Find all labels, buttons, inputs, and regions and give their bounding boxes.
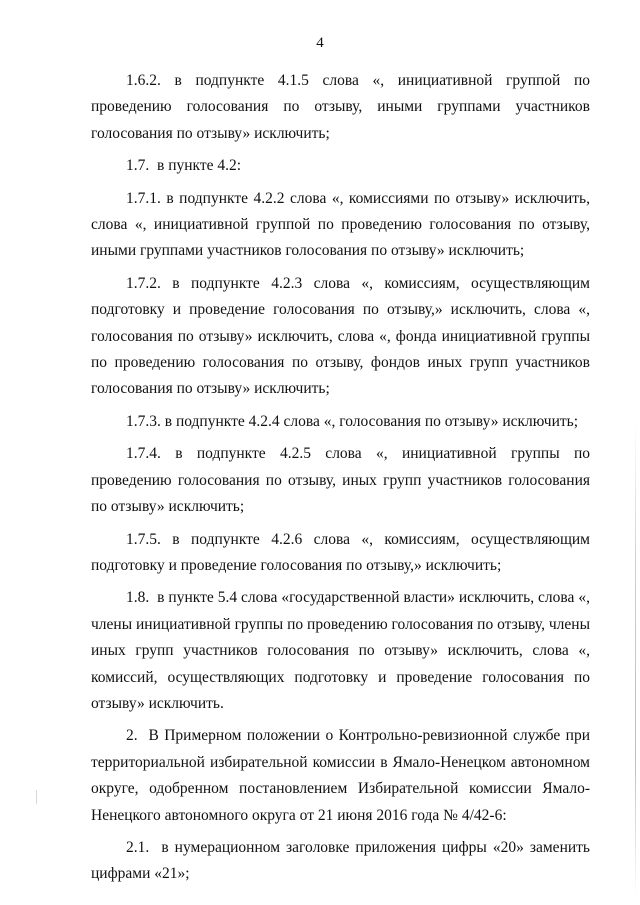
paragraph-1-7-3: 1.7.3. в подпункте 4.2.4 слова «, голосования по отзыву» исключить; bbox=[126, 412, 579, 430]
paragraph-1-7-4: 1.7.4. в подпункте 4.2.5 слова «, инициативной группы по проведению голосования по отзыву, иных групп участников голосования по отзыву» исключить; bbox=[91, 445, 594, 516]
paragraph-1-6-2: 1.6.2. в подпункте 4.1.5 слова «, инициативной группой по проведению голосования по отзыву, иными группами участников голосования по отзыву» исключить; bbox=[91, 72, 594, 142]
paragraph-1-7-2: 1.7.2. в подпункте 4.2.3 слова «, комиссиям, осуществляющим подготовку и проведение голосования по отзыву,» исключить, слова «, голосования по отзыву» исключить, слова «, фонда инициативной группы по проведению голосования по отзыву, фондов иных групп участников голосования по отзыву» исключить; bbox=[91, 274, 594, 398]
paragraph-1-7-1: 1.7.1. в подпункте 4.2.2 слова «, комиссиями по отзыву» исключить, слова «, инициативной группой по проведению голосования по отзыву, иными группами участников голосования по отзыву» исключить; bbox=[91, 189, 594, 260]
document-body bbox=[91, 68, 594, 894]
paragraph-1-7: 1.7. в пункте 4.2: bbox=[126, 157, 242, 175]
page-number: 4 bbox=[316, 35, 324, 51]
paragraph-1-8: 1.8. в пункте 5.4 слова «государственной власти» исключить, слова «, члены инициативной группы по проведению голосования по отзыву, члены иных групп участников голосования по отзыву» исключить, слова «, комиссий, осуществляющих подготовку и проведение голосования по отзыву» исключить. bbox=[91, 589, 594, 712]
scan-edge-line bbox=[635, 420, 636, 900]
scan-margin-mark bbox=[36, 790, 37, 804]
paragraph-2-1: 2.1. в нумерационном заголовке приложения цифры «20» заменить цифрами «21»; bbox=[91, 838, 594, 883]
paragraph-2: 2. В Примерном положении о Контрольно-ревизионной службе при территориальной избирательной комиссии в Ямало-Ненецком автономном округе, одобренном постановлением Избирательной комиссии Ямало-Ненецкого автономного округа от 21 июня 2016 года № 4/42-6: bbox=[91, 727, 594, 824]
paragraph-1-7-5: 1.7.5. в подпункте 4.2.6 слова «, комиссиям, осуществляющим подготовку и проведение голосования по отзыву,» исключить; bbox=[91, 530, 594, 574]
